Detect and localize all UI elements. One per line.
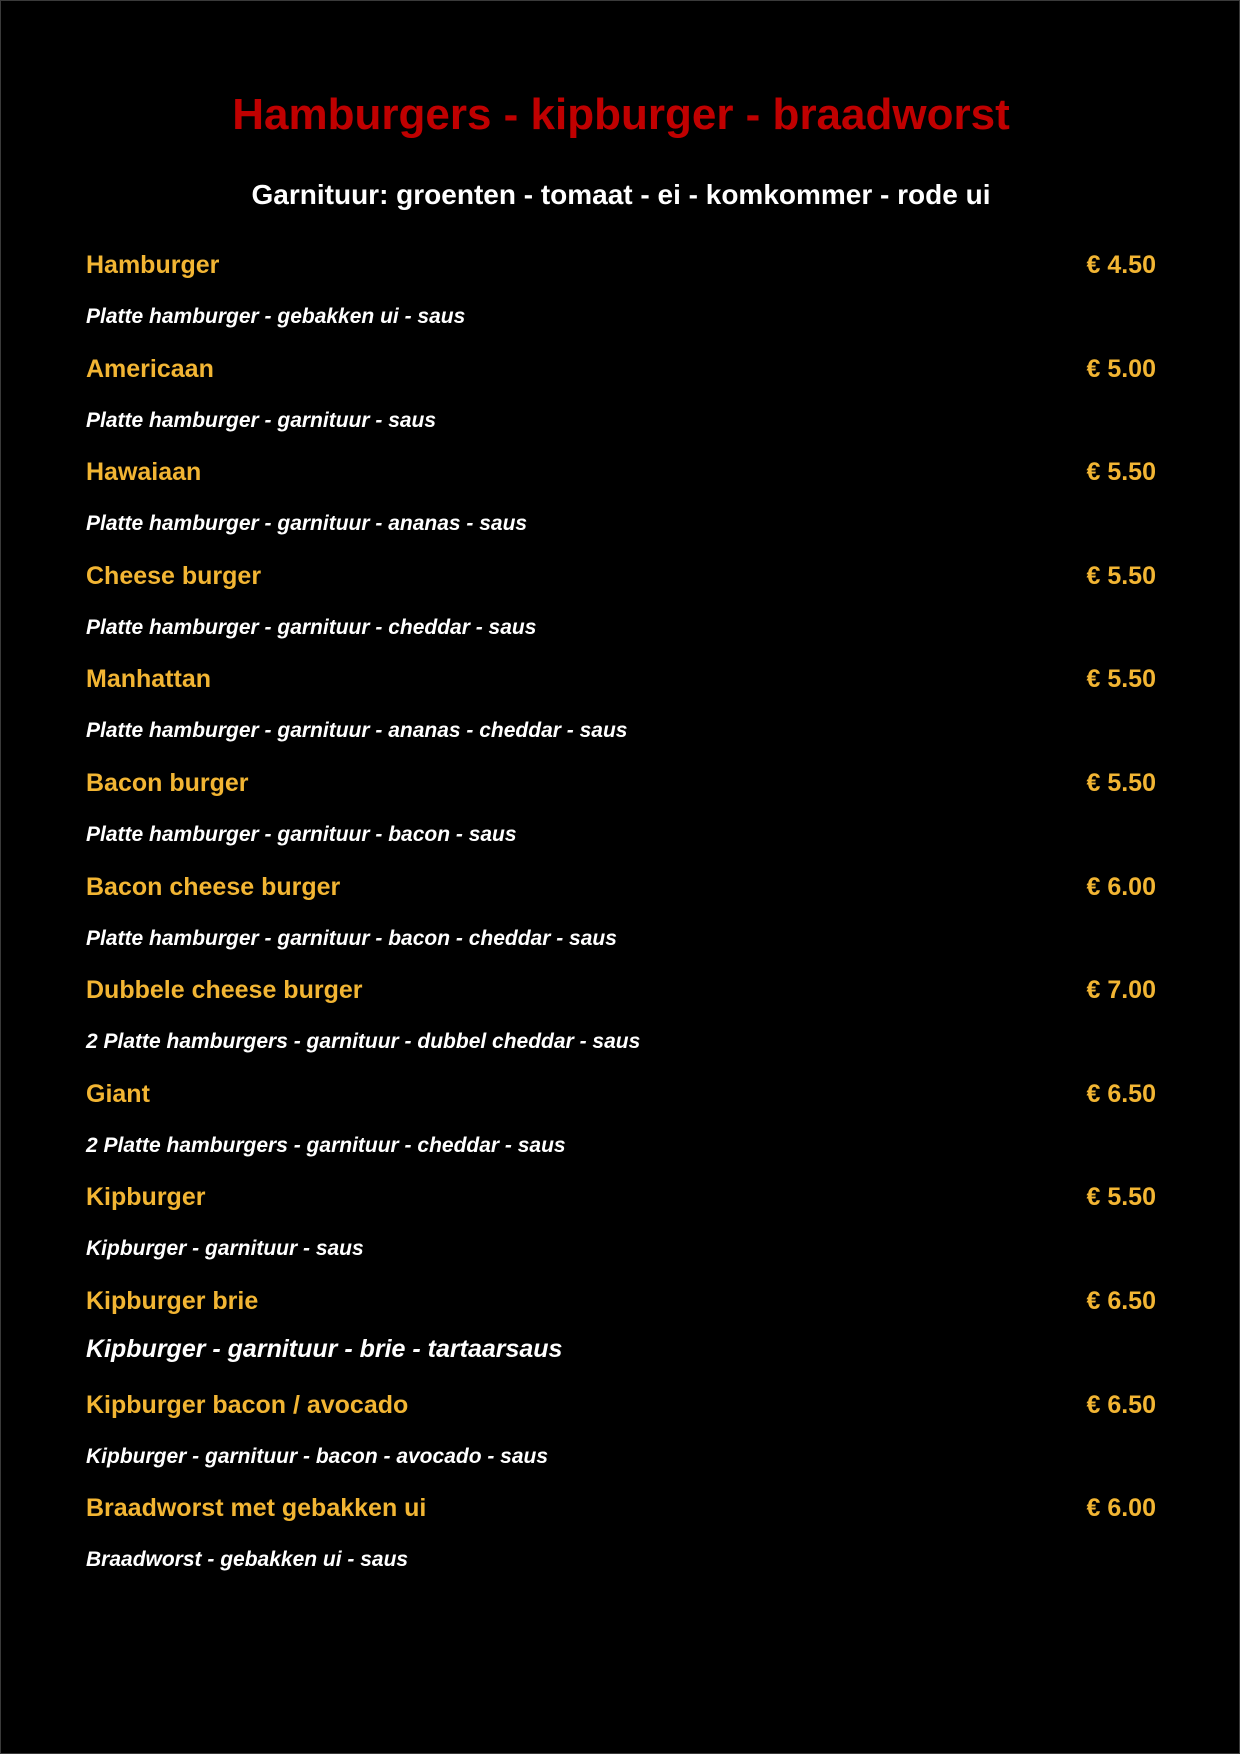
item-name: Americaan xyxy=(86,354,214,383)
menu-item-braadworst xyxy=(86,1492,1156,1596)
menu-item-kipburger xyxy=(86,1181,1156,1285)
item-name: Giant xyxy=(86,1079,150,1108)
item-name: Hawaiaan xyxy=(86,458,202,487)
item-price: € 6.50 xyxy=(1086,1390,1156,1419)
item-price: € 5.50 xyxy=(1086,458,1156,487)
menu-title: Hamburgers - kipburger - braadworst xyxy=(232,90,1010,139)
item-price: € 6.50 xyxy=(1086,1079,1156,1108)
item-description: 2 Platte hamburgers - garnituur - dubbel cheddar - saus xyxy=(86,1030,641,1054)
item-name: Kipburger brie xyxy=(86,1286,259,1315)
item-name: Hamburger xyxy=(86,251,220,279)
item-name: Kipburger bacon / avocado xyxy=(86,1390,409,1419)
item-price: € 5.50 xyxy=(1086,768,1156,797)
menu-item-manhattan xyxy=(86,663,1156,767)
item-description: Platte hamburger - garnituur - bacon - saus xyxy=(86,822,517,846)
item-price: € 5.00 xyxy=(1086,354,1156,383)
item-description: Platte hamburger - garnituur - bacon - cheddar - saus xyxy=(86,926,617,950)
item-name: Manhattan xyxy=(86,665,211,694)
menu-item-hamburger xyxy=(86,249,1156,353)
item-description: Platte hamburger - garnituur - ananas - cheddar - saus xyxy=(86,719,628,743)
garnish-subtitle: Garnituur: groenten - tomaat - ei - komkommer - rode ui xyxy=(251,179,991,210)
item-price: € 6.50 xyxy=(1086,1286,1156,1315)
item-description: Platte hamburger - garnituur - cheddar - saus xyxy=(86,615,537,639)
item-price: € 6.00 xyxy=(1086,1494,1156,1523)
item-description: Kipburger - garnituur - brie - tartaarsaus xyxy=(86,1334,563,1363)
item-description: 2 Platte hamburgers - garnituur - cheddar - saus xyxy=(86,1133,566,1157)
menu-item-americaan xyxy=(86,353,1156,457)
item-name: Dubbele cheese burger xyxy=(86,976,363,1005)
menu-item-bacon-burger xyxy=(86,767,1156,871)
menu-item-bacon-cheese-burger xyxy=(86,871,1156,975)
item-name: Bacon burger xyxy=(86,768,249,797)
item-price: € 4.50 xyxy=(1086,251,1156,279)
menu-item-dubbele-cheese-burger xyxy=(86,974,1156,1078)
item-price: € 6.00 xyxy=(1086,872,1156,901)
item-description: Platte hamburger - garnituur - ananas - saus xyxy=(86,512,528,536)
item-name: Kipburger xyxy=(86,1183,206,1212)
item-price: € 7.00 xyxy=(1086,976,1156,1005)
item-description: Braadworst - gebakken ui - saus xyxy=(86,1548,409,1572)
item-name: Cheese burger xyxy=(86,561,262,590)
item-price: € 5.50 xyxy=(1086,665,1156,694)
item-description: Platte hamburger - garnituur - saus xyxy=(86,408,437,432)
item-description: Platte hamburger - gebakken ui - saus xyxy=(86,305,466,328)
menu-list xyxy=(86,249,1156,1596)
menu-item-kipburger-bacon-avocado xyxy=(86,1389,1156,1493)
menu-item-cheese-burger xyxy=(86,560,1156,664)
item-description: Kipburger - garnituur - bacon - avocado - saus xyxy=(86,1444,549,1468)
item-name: Bacon cheese burger xyxy=(86,872,341,901)
menu-item-giant xyxy=(86,1078,1156,1182)
item-description: Kipburger - garnituur - saus xyxy=(86,1237,364,1261)
item-price: € 5.50 xyxy=(1086,1183,1156,1212)
item-price: € 5.50 xyxy=(1086,561,1156,590)
item-name: Braadworst met gebakken ui xyxy=(86,1494,427,1523)
menu-item-hawaiaan xyxy=(86,456,1156,560)
menu-item-kipburger-brie xyxy=(86,1285,1156,1389)
